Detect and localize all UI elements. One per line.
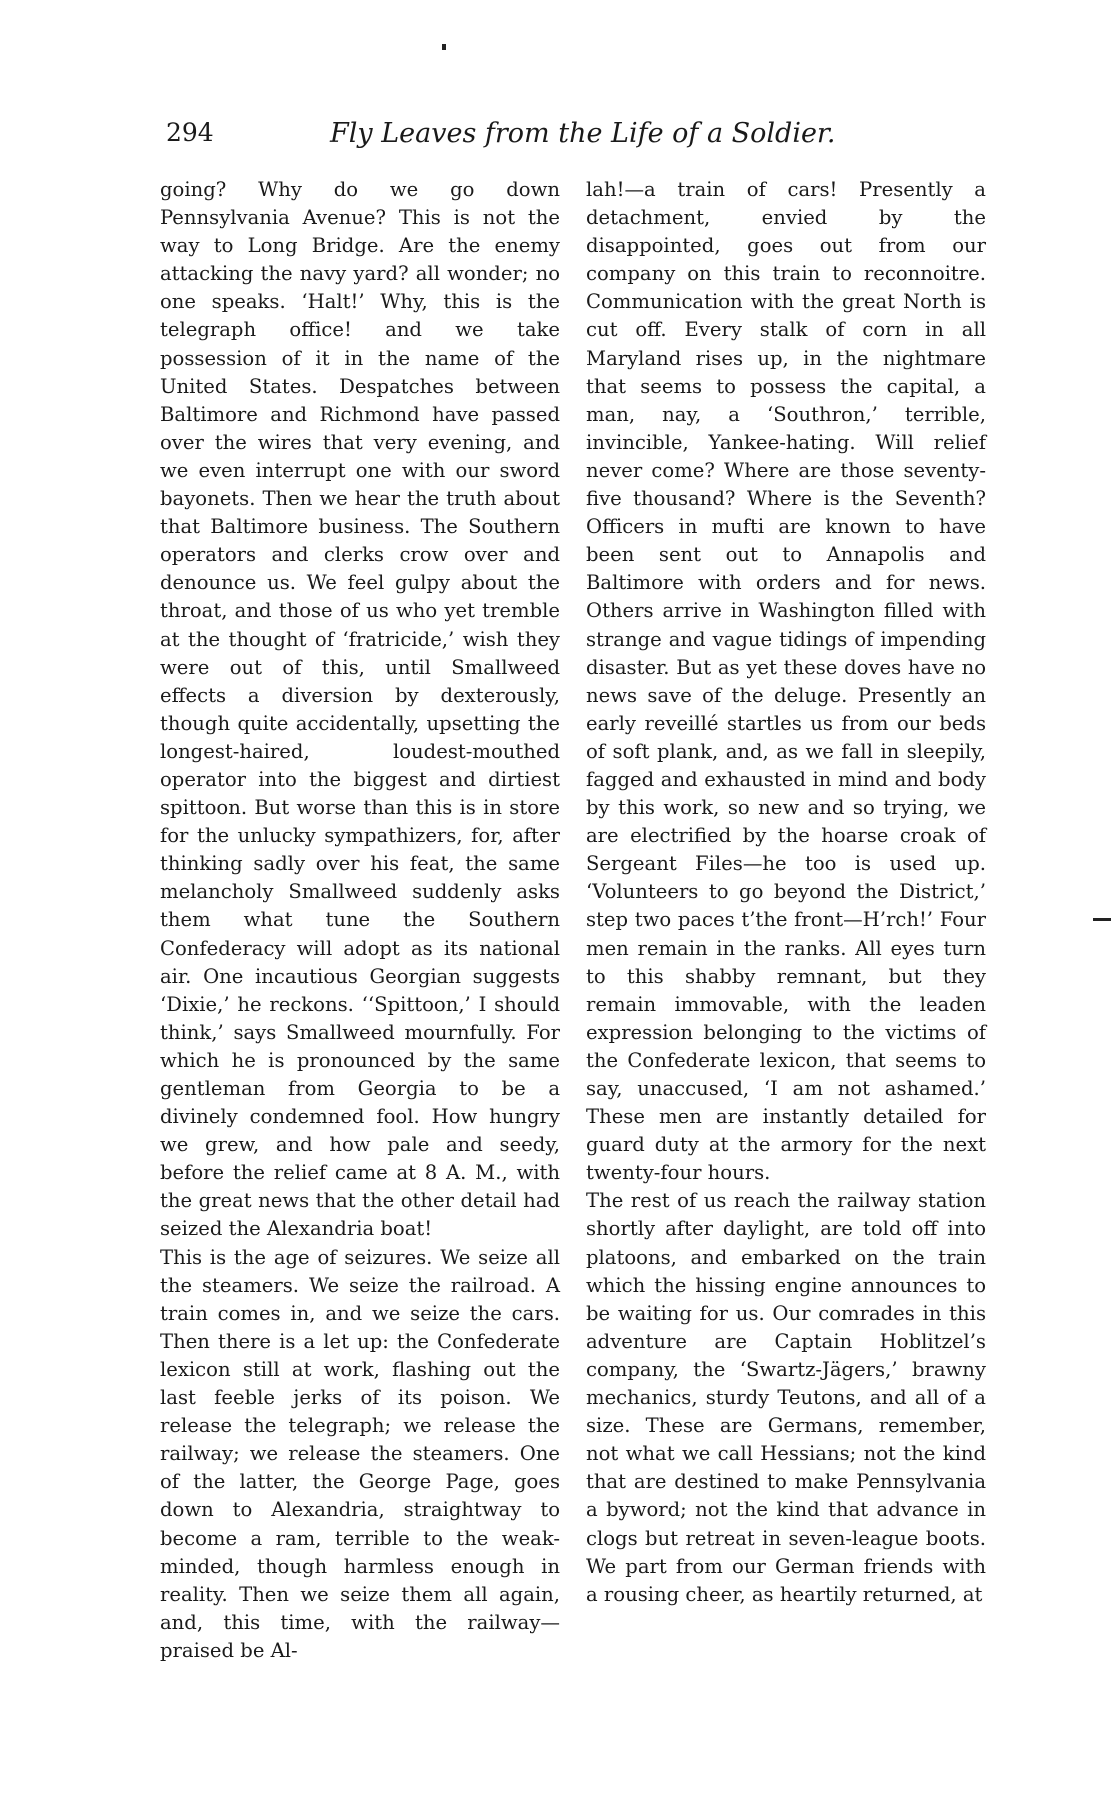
ink-speck (442, 44, 446, 50)
paragraph: lah!—a train of cars! Presently a detachment, envied by the disappointed, goes out from our company on this train to reconnoitre. Communication with the great North is cut off. Every stalk of corn in all Maryland rises up, in the nightmare that seems to possess the capital, a man, nay, a ‘Southron,’ terrible, invincible, Yankee-hating. Will relief never come? Where are those seventy-five thousand? Where is the Seventh? Officers in mufti are known to have been sent out to Annapolis and Baltimore with orders and for news. Others arrive in Washington filled with strange and vague tidings of impending disaster. But as yet these doves have no news save of the deluge. Presently an early reveillé startles us from our beds of soft plank, and, as we fall in sleepily, fagged and exhausted in mind and body by this work, so new and so trying, we are electrified by the hoarse croak of Sergeant Files—he too is used up. ‘Volunteers to go beyond the District,’ step two paces t’the front—H’rch!’ Four men remain in the ranks. All eyes turn to this shabby remnant, but they remain immovable, with the leaden expression belonging to the victims of the Confederate lexicon, that seems to say, unaccused, ‘I am not ashamed.’ These men are instantly detailed for guard duty at the armory for the next twenty-four hours. (586, 178, 986, 1185)
page-header (160, 118, 960, 166)
paragraph: The rest of us reach the railway station shortly after daylight, are told off into platoons, and embarked on the train which the hissing engine announces to be waiting for us. Our comrades in this adventure are Captain Hoblitzel’s company, the ‘Swartz-Jägers,’ brawny mechanics, sturdy Teutons, and all of a size. These are Germans, remember, not what we call Hessians; not the kind that are destined to make Pennsylvania a byword; not the kind that advance in clogs but retreat in seven-league boots. We part from our German friends with a rousing cheer, as heartily returned, at (586, 1189, 986, 1606)
page-number: 294 (166, 118, 214, 147)
right-column (586, 176, 986, 1609)
running-title: Fly Leaves from the Life of a Soldier. (330, 118, 836, 149)
left-column (160, 176, 560, 1665)
ink-mark (1093, 918, 1111, 921)
paragraph: going? Why do we go down Pennsylvania Avenue? This is not the way to Long Bridge. Are the enemy attacking the navy yard? all wonder; no one speaks. ‘Halt!’ Why, this is the telegraph office! and we take possession of it in the name of the United States. Despatches between Baltimore and Richmond have passed over the wires that very evening, and we even interrupt one with our sword bayonets. Then we hear the truth about that Baltimore business. The Southern operators and clerks crow over and denounce us. We feel gulpy about the throat, and those of us who yet tremble at the thought of ‘fratricide,’ wish they were out of this, until Smallweed effects a diversion by dexterously, though quite accidentally, upsetting the longest-haired, loudest-mouthed operator into the biggest and dirtiest spittoon. But worse than this is in store for the unlucky sympathizers, for, after thinking sadly over his feat, the same melancholy Smallweed suddenly asks them what tune the Southern Confederacy will adopt as its national air. One incautious Georgian suggests ‘Dixie,’ he reckons. ‘‘Spittoon,’ I should think,’ says Smallweed mournfully. For which he is pronounced by the same gentleman from Georgia to be a divinely condemned fool. How hungry we grew, and how pale and seedy, before the relief came at 8 A. M., with the great news that the other detail had seized the Alexandria boat! (160, 178, 560, 1241)
paragraph: This is the age of seizures. We seize all the steamers. We seize the railroad. A train comes in, and we seize the cars. Then there is a let up: the Confederate lexicon still at work, flashing out the last feeble jerks of its poison. We release the telegraph; we release the railway; we release the steamers. One of the latter, the George Page, goes down to Alexandria, straightway to become a ram, terrible to the weak-minded, though harmless enough in reality. Then we seize them all again, and, this time, with the railway—praised be Al- (160, 1245, 560, 1662)
